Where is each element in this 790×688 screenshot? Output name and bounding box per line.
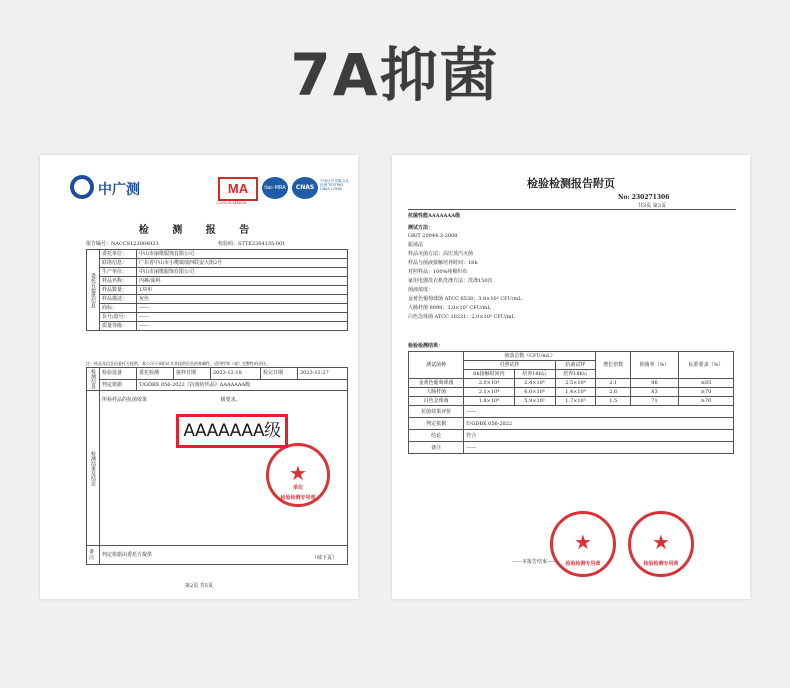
report-note: 注：样品及信息由委托方提供，本公司不承担证实其提供信息的准确性、适用性和（或）完整性的责任。	[86, 361, 270, 366]
cma-mark-icon: MA	[218, 177, 258, 201]
client-row-value: ——	[137, 313, 348, 322]
att-remark-value: ——	[464, 442, 734, 454]
client-row-label: 生产单位：	[100, 268, 137, 277]
ilac-mark-icon: ilac-MRA	[262, 177, 288, 199]
client-row	[87, 268, 348, 277]
client-row	[87, 277, 348, 286]
result-cell-c0: 1.8×10⁴	[464, 397, 514, 406]
client-row-label: 商标：	[100, 304, 137, 313]
stamp-small-text: 单位	[292, 485, 303, 491]
result-tail: 级要求。	[220, 397, 241, 403]
grade-highlight-box	[176, 414, 288, 448]
client-row	[87, 322, 348, 331]
client-row-value: 灰色	[137, 295, 348, 304]
continue-note: （续下页）	[312, 555, 338, 561]
result-cell-inc: 2.6	[596, 388, 631, 397]
recv-date-label: 接样日期	[173, 368, 210, 380]
client-section-label: 委托方提供信息	[87, 250, 100, 331]
result-cell-inc: 2.1	[596, 379, 631, 388]
result-cell-std: ≥70	[679, 397, 734, 406]
method-label: 测试方法：	[408, 225, 434, 231]
th-strain: 测试菌种	[409, 352, 464, 379]
result-cell-c0: 2.1×10⁴	[464, 388, 514, 397]
result-cell-c18: 5.9×10⁵	[514, 397, 555, 406]
result-cell-a18: 1.7×10⁵	[555, 397, 596, 406]
th-standard: 标准要求（%）	[679, 352, 734, 379]
test-report-page	[40, 155, 358, 599]
result-cell-std: ≥85	[679, 379, 734, 388]
client-row	[87, 295, 348, 304]
method-line: 菌液浓度：	[408, 287, 434, 293]
result-cell-strain: 白色念珠菌	[409, 397, 464, 406]
method-line: 样品与菌液接触培养时间：18h	[408, 260, 478, 266]
client-row-label: 委托单位：	[100, 250, 137, 259]
check-code: 校验码：STTE2304135-001	[218, 241, 286, 247]
report-title: 检 测 报 告	[138, 225, 260, 236]
client-row-value: 广东省中山市小榄镇绩西联安大街2号	[137, 259, 348, 268]
attachment-stamp-2	[628, 511, 694, 577]
stamp-text: 检验检测专用章	[565, 561, 601, 567]
th-increase: 增长倍数	[596, 352, 631, 379]
attachment-page-number: 共3页 第3页	[638, 203, 666, 209]
th-control: 对照试样	[464, 361, 555, 370]
client-row-value: 中山市丽歌服饰有限公司	[137, 268, 348, 277]
divider	[408, 209, 736, 210]
cma-code: 220020344606	[216, 200, 247, 205]
eval-label: 抗菌效果评价	[409, 406, 464, 418]
result-cell-std: ≥70	[679, 388, 734, 397]
method-line: 振荡法	[408, 242, 424, 248]
method-lines	[408, 232, 522, 322]
client-row-label: 货号/款号：	[100, 313, 137, 322]
banner-title: 7A抑菌	[290, 41, 500, 109]
report-number: 报告编号：NACCS123004923	[86, 241, 159, 247]
client-row-label: 样品名称：	[100, 277, 137, 286]
detect-section-label: 检测信息	[87, 368, 100, 391]
att-basis-label: 判定依据	[409, 418, 464, 430]
th-count: 菌落总数（CFU/mL）	[464, 352, 596, 361]
stamp-star-icon: ★	[574, 529, 592, 554]
method-line: 大肠杆菌 8099：3.0×10⁵ CFU/mL	[408, 305, 491, 311]
method-line: 家用电器洗衣机洗涤方法：洗涤150次	[408, 278, 493, 284]
receive-method: 委托检测	[136, 368, 173, 380]
result-row	[409, 388, 734, 397]
client-row-label: 联络信息：	[100, 259, 137, 268]
report-stamp	[266, 443, 330, 507]
result-section-label: 检测结果及结论	[87, 391, 100, 546]
result-cell-a18: 2.5×10⁴	[555, 379, 596, 388]
attachment-number: No: 230271306	[618, 194, 670, 201]
stamp-star-icon: ★	[652, 529, 670, 554]
attachment-stamp-1	[550, 511, 616, 577]
result-cell-rate: 71	[630, 397, 678, 406]
result-cell-c0: 2.0×10⁴	[464, 379, 514, 388]
attachment-page	[392, 155, 750, 599]
method-line: 样品灭菌方法：高压蒸汽灭菌	[408, 251, 474, 257]
result-cell-strain: 金黄色葡萄球菌	[409, 379, 464, 388]
attachment-title: 检验检测报告附页	[527, 177, 615, 190]
method-line: GB/T 20944.3-2008	[408, 233, 458, 239]
stamp-star-icon: ★	[289, 460, 307, 485]
eval-value: ——	[464, 406, 734, 418]
result-row	[409, 397, 734, 406]
cnas-mark-icon: CNAS	[292, 177, 318, 199]
result-cell-strain: 大肠杆菌	[409, 388, 464, 397]
result-cell-a18: 1.4×10⁶	[555, 388, 596, 397]
end-text: ——本报告结束——	[512, 559, 558, 565]
client-row	[87, 286, 348, 295]
method-line: 对照样品：100%纯棉织布	[408, 269, 468, 275]
method-line: 白色念珠菌 ATCC 10231：2.0×10⁵ CFU/mL	[408, 314, 515, 320]
client-row	[87, 313, 348, 322]
recv-date: 2023-12-18	[210, 368, 260, 380]
item-title: 抗菌性能AAAAAAA级	[408, 213, 461, 219]
client-row	[87, 250, 348, 259]
stamp-text: 检验检测专用章	[280, 495, 316, 501]
method-line: 金黄色葡萄球菌 ATCC 6538：3.8×10⁵ CFU/mL	[408, 296, 522, 302]
basis-value: T/GDBX 056-2022《抗菌纺织品》AAAAAAA级	[136, 379, 347, 391]
client-row-value: ——	[137, 322, 348, 331]
grade-highlight-text: AAAAAAA级	[183, 421, 281, 441]
client-row	[87, 304, 348, 313]
att-basis-value: T/GDBX 056-2022	[464, 418, 734, 430]
client-row	[87, 259, 348, 268]
end-date-label: 检完日期	[260, 368, 297, 380]
result-cell-c18: 6.0×10⁶	[514, 388, 555, 397]
conclusion-value: 符合	[464, 430, 734, 442]
client-row-label: 样品数量：	[100, 286, 137, 295]
th-c18: 培养18h后	[514, 370, 555, 379]
result-cell-rate: 83	[630, 388, 678, 397]
conclusion-label: 结论	[409, 430, 464, 442]
att-remark-label: 备注	[409, 442, 464, 454]
result-cell-c18: 2.4×10⁶	[514, 379, 555, 388]
company-logo-text: 中广测	[98, 182, 140, 198]
result-cell-rate: 96	[630, 379, 678, 388]
th-rate: 抑菌率（%）	[630, 352, 678, 379]
receive-label: 检验设备	[100, 368, 137, 380]
client-row-value: 中山市丽歌服饰有限公司	[137, 250, 348, 259]
company-logo-icon	[70, 175, 94, 199]
client-row-label: 质量等级：	[100, 322, 137, 331]
client-info-table	[86, 249, 348, 331]
client-row-value: ——	[137, 304, 348, 313]
th-a18: 培养18h后	[555, 370, 596, 379]
result-cell-inc: 1.5	[596, 397, 631, 406]
client-row-value: 内裤/面料	[137, 277, 348, 286]
remark-value: 判定依据由委托方提供	[100, 546, 348, 565]
result-title: 检验检测结果：	[408, 343, 444, 349]
result-table	[408, 351, 734, 454]
remark-label: 备注	[87, 546, 100, 565]
page-number: 第2页 共5页	[185, 583, 213, 589]
stamp-text: 检验检测专用章	[643, 561, 679, 567]
result-text: 所检样品的抗菌效果	[102, 397, 148, 403]
th-c0: 0h接触时间内	[464, 370, 514, 379]
th-antibac: 抗菌试样	[555, 361, 596, 370]
end-date: 2023-12-27	[297, 368, 347, 380]
client-row-label: 样品描述：	[100, 295, 137, 304]
result-row	[409, 379, 734, 388]
client-row-value: 1块布	[137, 286, 348, 295]
cnas-caption: 中国认可 国际互认 检测 TESTING CNAS L7956	[320, 179, 350, 191]
basis-label: 判定依据	[100, 379, 137, 391]
